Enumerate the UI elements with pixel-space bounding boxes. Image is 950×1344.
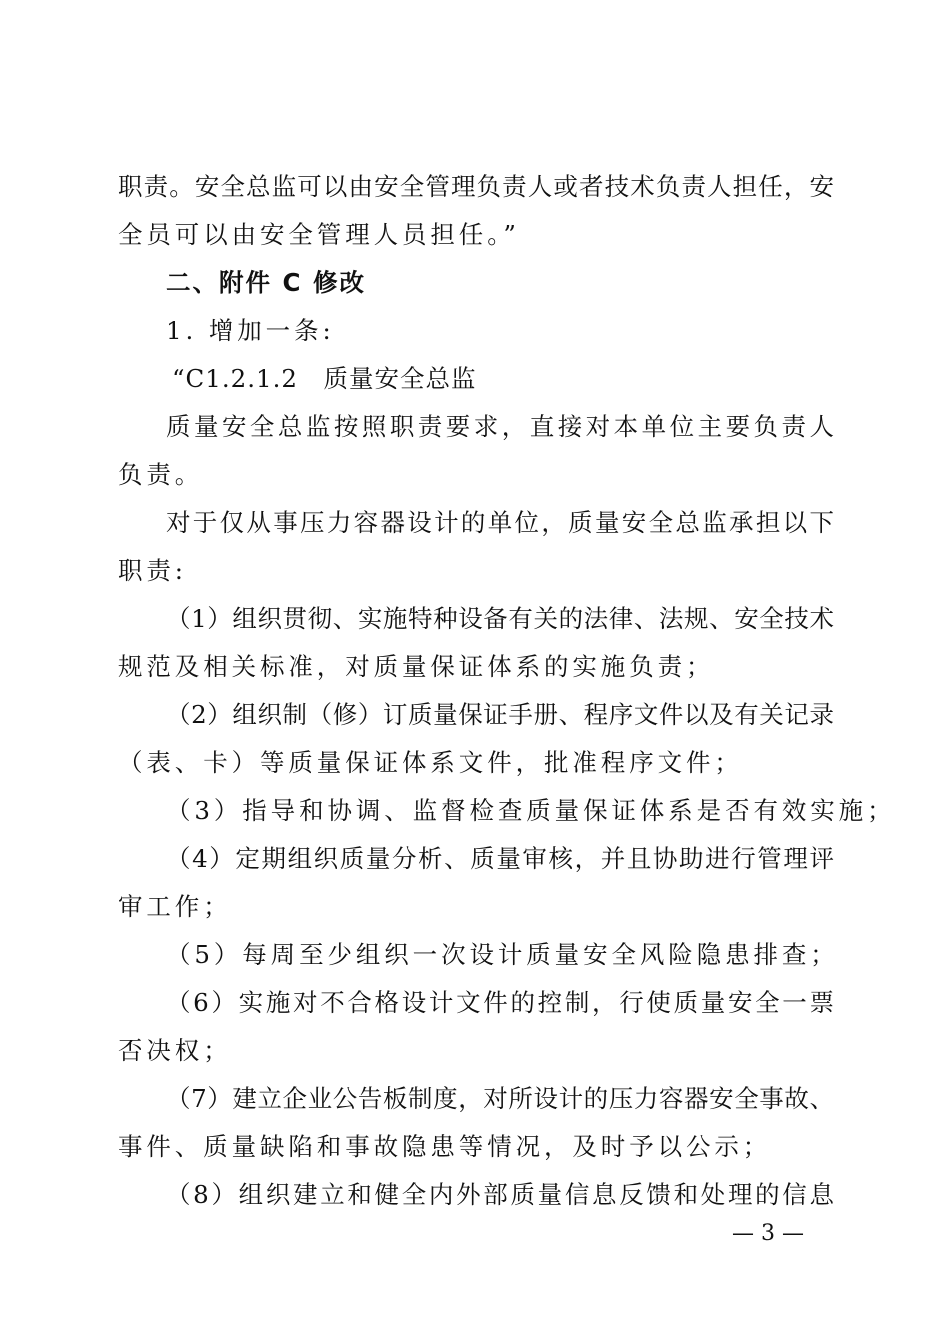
paragraph-line: 1. 增加一条:: [166, 316, 335, 345]
paragraph-line: 对于仅从事压力容器设计的单位，质量安全总监承担以下: [166, 508, 834, 537]
paragraph-line: 职责。安全总监可以由安全管理负责人或者技术负责人担任，安: [118, 172, 834, 201]
list-item-line: （2）组织制（修）订质量保证手册、程序文件以及有关记录: [166, 700, 834, 729]
list-item-line: 事件、质量缺陷和事故隐患等情况，及时予以公示；: [118, 1132, 772, 1161]
list-item-line: （表、卡）等质量保证体系文件，批准程序文件；: [118, 748, 743, 777]
list-item-line: （4）定期组织质量分析、质量审核，并且协助进行管理评: [166, 844, 834, 873]
list-item-line: （6）实施对不合格设计文件的控制，行使质量安全一票: [166, 988, 834, 1017]
list-item-line: （7）建立企业公告板制度，对所设计的压力容器安全事故、: [166, 1084, 834, 1113]
list-item-line: 规范及相关标准，对质量保证体系的实施负责；: [118, 652, 715, 681]
section-heading: 二、附件 C 修改: [166, 268, 367, 297]
list-item-line: （5）每周至少组织一次设计质量安全风险隐患排查；: [166, 940, 839, 969]
paragraph-line: 全员可以由安全管理人员担任。”: [118, 220, 520, 249]
list-item-line: （8）组织建立和健全内外部质量信息反馈和处理的信息: [166, 1180, 834, 1209]
clause-title: “C1.2.1.2 质量安全总监: [172, 364, 477, 393]
paragraph-line: 质量安全总监按照职责要求，直接对本单位主要负责人: [166, 412, 834, 441]
list-item-line: （1）组织贯彻、实施特种设备有关的法律、法规、安全技术: [166, 604, 834, 633]
list-item-line: （3）指导和协调、监督检查质量保证体系是否有效实施；: [166, 796, 896, 825]
page-number: — 3 —: [732, 1221, 804, 1246]
paragraph-line: 负责。: [118, 460, 204, 489]
paragraph-line: 职责:: [118, 556, 187, 585]
list-item-line: 审工作；: [118, 892, 232, 921]
list-item-line: 否决权；: [118, 1036, 232, 1065]
